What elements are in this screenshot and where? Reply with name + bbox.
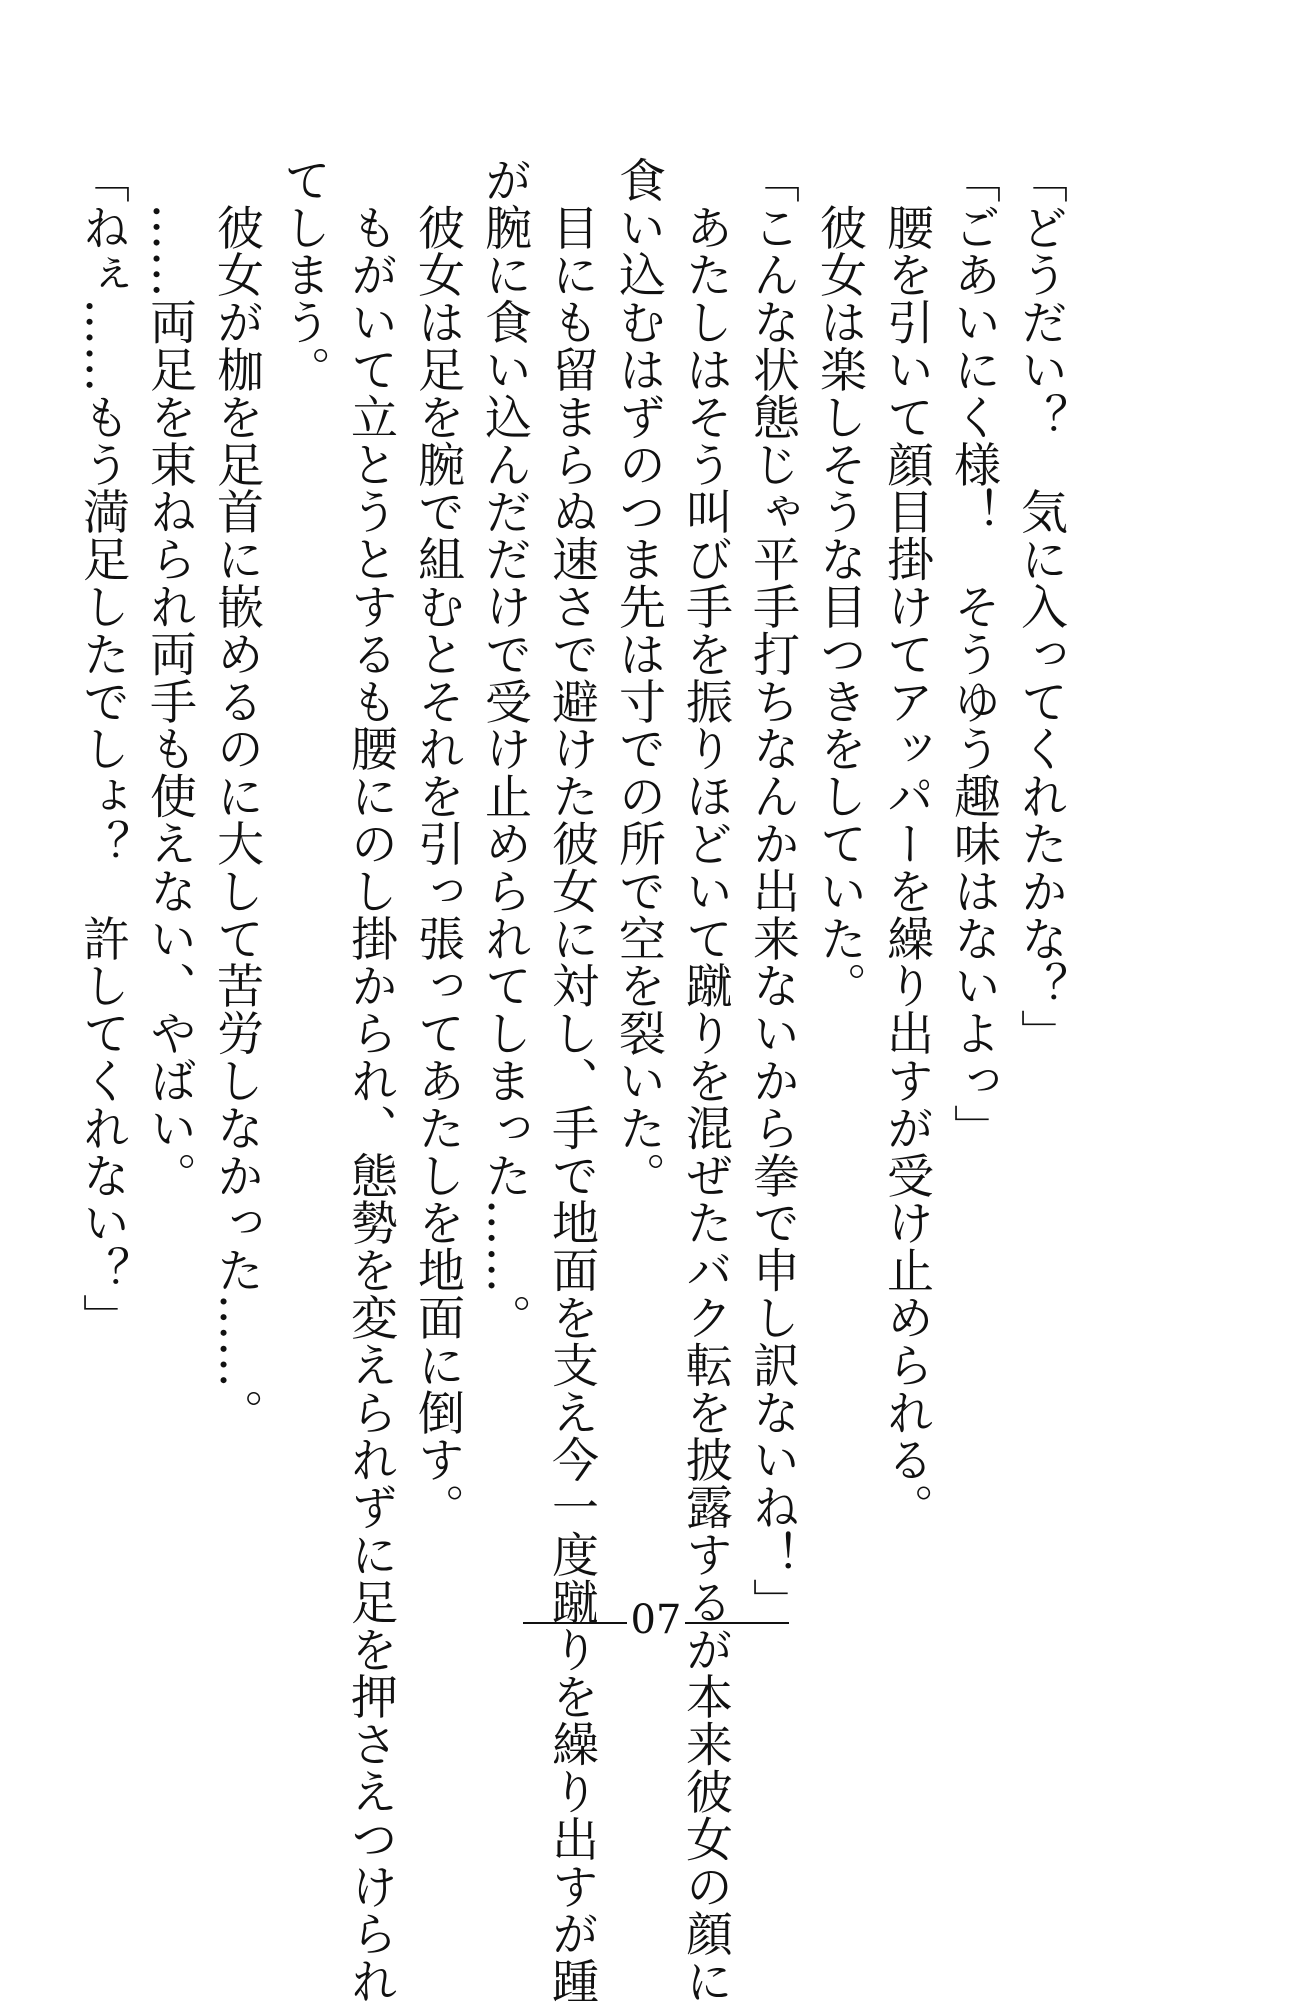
text-line: 「どうだい？ 気に入ってくれたかな？」 (1013, 156, 1068, 1057)
folio-dash-right (685, 1622, 789, 1624)
vertical-text-block (69, 156, 1074, 2005)
text-line: 腰を引いて顔目掛けてアッパーを繰り出すが受け止められる。 (879, 156, 934, 1531)
text-line: 「こんな状態じゃ平手打ちなんか出来ないから拳で申し訳ないね！」 (745, 156, 800, 1626)
text-line: 「ねぇ……もう満足したでしょ？ 許してくれない？」 (75, 156, 130, 1341)
page-number (0, 1596, 1312, 1644)
text-line: 食い込むはずのつま先は寸での所で空を裂いた。 (611, 156, 666, 1199)
text-line: 彼女は楽しそうな目つきをしていた。 (812, 156, 867, 1010)
text-line: もがいて立とうとするも腰にのし掛かられ、態勢を変えられずに足を押さえつけられ (343, 156, 398, 2005)
text-line: が腕に食い込んだだけで受け止められてしまった……。 (477, 156, 532, 1341)
page-number-text: 07 (630, 1597, 682, 1643)
text-line: 彼女が枷を足首に嵌めるのに大して苦労しなかった……。 (209, 156, 264, 1436)
folio-dash-left (523, 1622, 627, 1624)
text-line: てしまう。 (276, 156, 331, 393)
text-line: 彼女は足を腕で組むとそれを引っ張ってあたしを地面に倒す。 (410, 156, 465, 1531)
text-line: ……両足を束ねられ両手も使えない、やばい。 (142, 156, 197, 1199)
text-line: 目にも留まらぬ速さで避けた彼女に対し、手で地面を支え今一度蹴りを繰り出すが踵 (544, 156, 599, 2005)
text-line: あたしはそう叫び手を振りほどいて蹴りを混ぜたバク転を披露するが本来彼女の顔に (678, 156, 733, 2005)
text-line: 「ごあいにく様！ そうゆう趣味はないよっ」 (946, 156, 1001, 1152)
